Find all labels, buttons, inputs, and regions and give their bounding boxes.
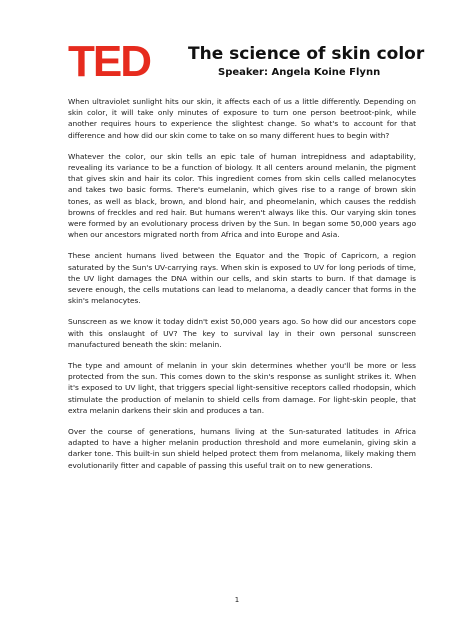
paragraph: The type and amount of melanin in your skin determines whether you'll be more or less protected from the sun. This comes down to the skin's response as sunlight strikes it. When it's exposed to UV light, that triggers special light-sensitive receptors called rhodopsin, which stimulate the production of melanin to shield cells from damage. For light-skin people, that extra melanin darkens their skin and produces a tan. bbox=[68, 361, 416, 415]
ted-logo: TED bbox=[68, 37, 150, 86]
paragraph: When ultraviolet sunlight hits our skin, it affects each of us a little differently. Depending on skin color, it will take only minutes of exposure to turn one person beetroot-pink, while another requires hours to experience the slightest change. So what's to account for that difference and how did our skin come to take on so many different hues to begin with? bbox=[68, 97, 416, 140]
transcript-body bbox=[68, 96, 416, 481]
speaker-line: Speaker: Angela Koine Flynn bbox=[218, 67, 381, 78]
document-title: The science of skin color bbox=[188, 44, 425, 64]
paragraph: These ancient humans lived between the Equator and the Tropic of Capricorn, a region saturated by the Sun's UV-carrying rays. When skin is exposed to UV for long periods of time, the UV light damages the DNA within our cells, and skin starts to burn. If that damage is severe enough, the cells mutations can lead to melanoma, a deadly cancer that forms in the skin's melanocytes. bbox=[68, 251, 416, 306]
page-number: 1 bbox=[234, 596, 240, 604]
paragraph: Over the course of generations, humans living at the Sun-saturated latitudes in Africa adapted to have a higher melanin production threshold and more eumelanin, giving skin a darker tone. This built-in sun shield helped protect them from melanoma, likely making them evolutionarily fitter and capable of passing this useful trait on to new generations. bbox=[68, 427, 416, 470]
document-header bbox=[68, 37, 428, 86]
paragraph: Whatever the color, our skin tells an epic tale of human intrepidness and adaptability, revealing its variance to be a function of biology. It all centers around melanin, the pigment that gives skin and hair its color. This ingredient comes from skin cells called melanocytes and takes two basic forms. There's eumelanin, which gives rise to a range of brown skin tones, as well as black, brown, and blond hair, and pheomelanin, which causes the reddish browns of freckles and red hair. But humans weren't always like this. Our varying skin tones were formed by an evolutionary process driven by the Sun. In began some 50,000 years ago when our ancestors migrated north from Africa and into Europe and Asia. bbox=[68, 151, 416, 240]
paragraph: Sunscreen as we know it today didn't exist 50,000 years ago. So how did our ancestors cope with this onslaught of UV? The key to survival lay in their own personal sunscreen manufactured beneath the skin: melanin. bbox=[68, 317, 416, 349]
